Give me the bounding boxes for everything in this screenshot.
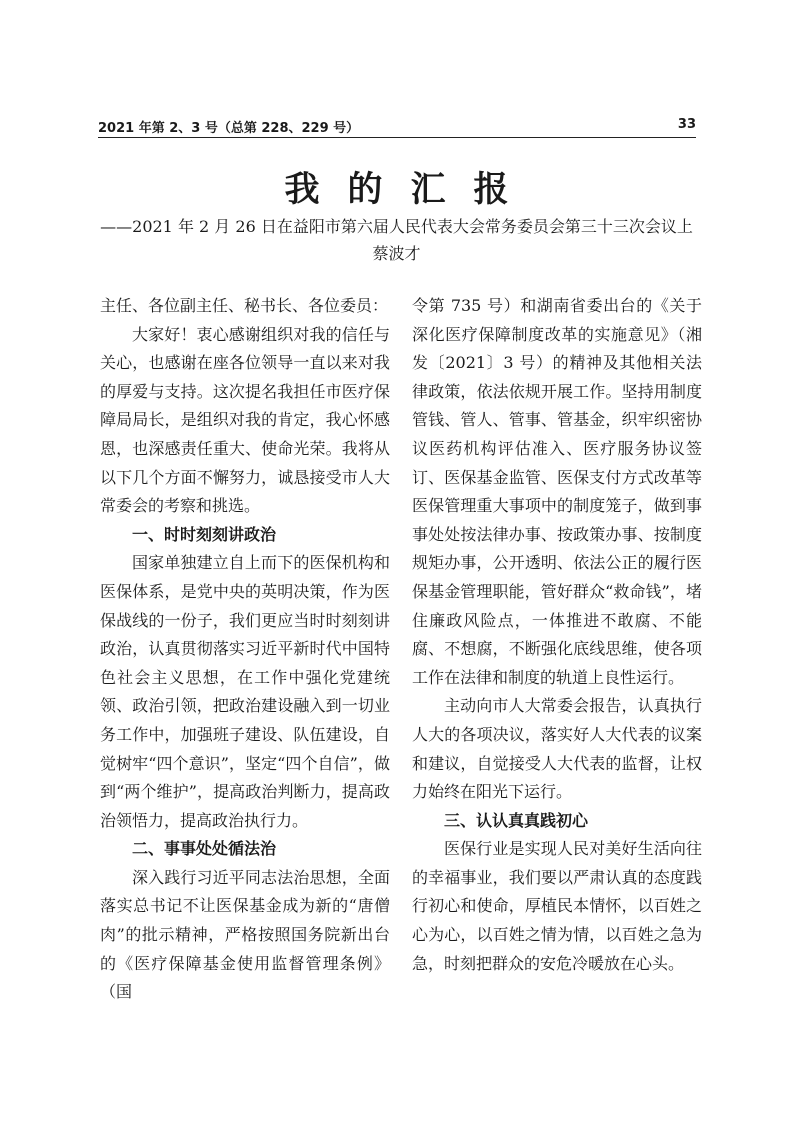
article-author: 蔡波才 xyxy=(372,244,421,263)
page-number: 33 xyxy=(677,117,696,132)
section-2-paragraph-2: 主动向市人大常委会报告，认真执行人大的各项决议，落实好人大代表的议案和建议，自觉接受人大代表的监督，让权力始终在阳光下运行。 xyxy=(412,696,702,802)
section-2-paragraph-start: 深入践行习近平同志法治思想，全面落实总书记不让医保基金成为新的“唐僧肉”的批示精神，严格按照国务院新出台的《医疗保障基金使用监督管理条例》（国 xyxy=(100,867,390,1002)
section-heading-2: 二、事事处处循法治 xyxy=(132,839,277,859)
right-column xyxy=(412,292,702,978)
section-1-paragraph: 国家单独建立自上而下的医保机构和医保体系，是党中央的英明决策，作为医保战线的一份子，我们更应当时时刻刻讲政治，认真贯彻落实习近平新时代中国特色社会主义思想，在工作中强化党建统领、政治引领，把政治建设融入到一切业务工作中，加强班子建设、队伍建设，自觉树牢“四个意识”，坚定“四个自信”，做到“两个维护”，提高政治判断力，提高政治领悟力，提高政治执行力。 xyxy=(100,553,390,830)
article-title: 我的汇报 xyxy=(284,169,537,210)
salutation: 主任、各位副主任、秘书长、各位委员： xyxy=(100,296,389,315)
issue-info: 2021 年第 2、3 号（总第 228、229 号） xyxy=(98,121,360,136)
section-heading-1: 一、时时刻刻讲政治 xyxy=(132,524,277,544)
header-rule xyxy=(98,137,696,138)
intro-paragraph: 大家好！衷心感谢组织对我的信任与关心，也感谢在座各位领导一直以来对我的厚爱与支持。这次提名我担任市医疗保障局局长，是组织对我的肯定，我心怀感恩，也深感责任重大、使命光荣。我将从以下几个方面不懈努力，诚恳接受市人大常委会的考察和挑选。 xyxy=(100,324,390,516)
section-2-paragraph-continued: 令第 735 号）和湖南省委出台的《关于深化医疗保障制度改革的实施意见》（湘发〔2021〕3 号）的精神及其他相关法律政策，依法依规开展工作。坚持用制度管钱、管人、管事、管基金，织牢织密协议医药机构评估准入、医疗服务协议签订、医保基金监管、医保支付方式改革等医保管理重大事项中的制度笼子，做到事事处处按法律办事、按政策办事、按制度规矩办事，公开透明、依法公正的履行医保基金管理职能，管好群众“救命钱”，堵住廉政风险点，一体推进不敢腐、不能腐、不想腐，不断强化底线思维，使各项工作在法律和制度的轨道上良性运行。 xyxy=(412,296,702,687)
running-header xyxy=(98,117,696,139)
left-column xyxy=(100,292,390,1007)
section-3-paragraph: 医保行业是实现人民对美好生活向往的幸福事业，我们要以严肃认真的态度践行初心和使命，厚植民本情怀，以百姓之心为心，以百姓之情为情，以百姓之急为急，时刻把群众的安危冷暖放在心头。 xyxy=(412,839,702,973)
section-heading-3: 三、认认真真践初心 xyxy=(444,810,589,830)
article-subtitle: ——2021 年 2 月 26 日在益阳市第六届人民代表大会常务委员会第三十三次会议上 xyxy=(100,217,693,236)
